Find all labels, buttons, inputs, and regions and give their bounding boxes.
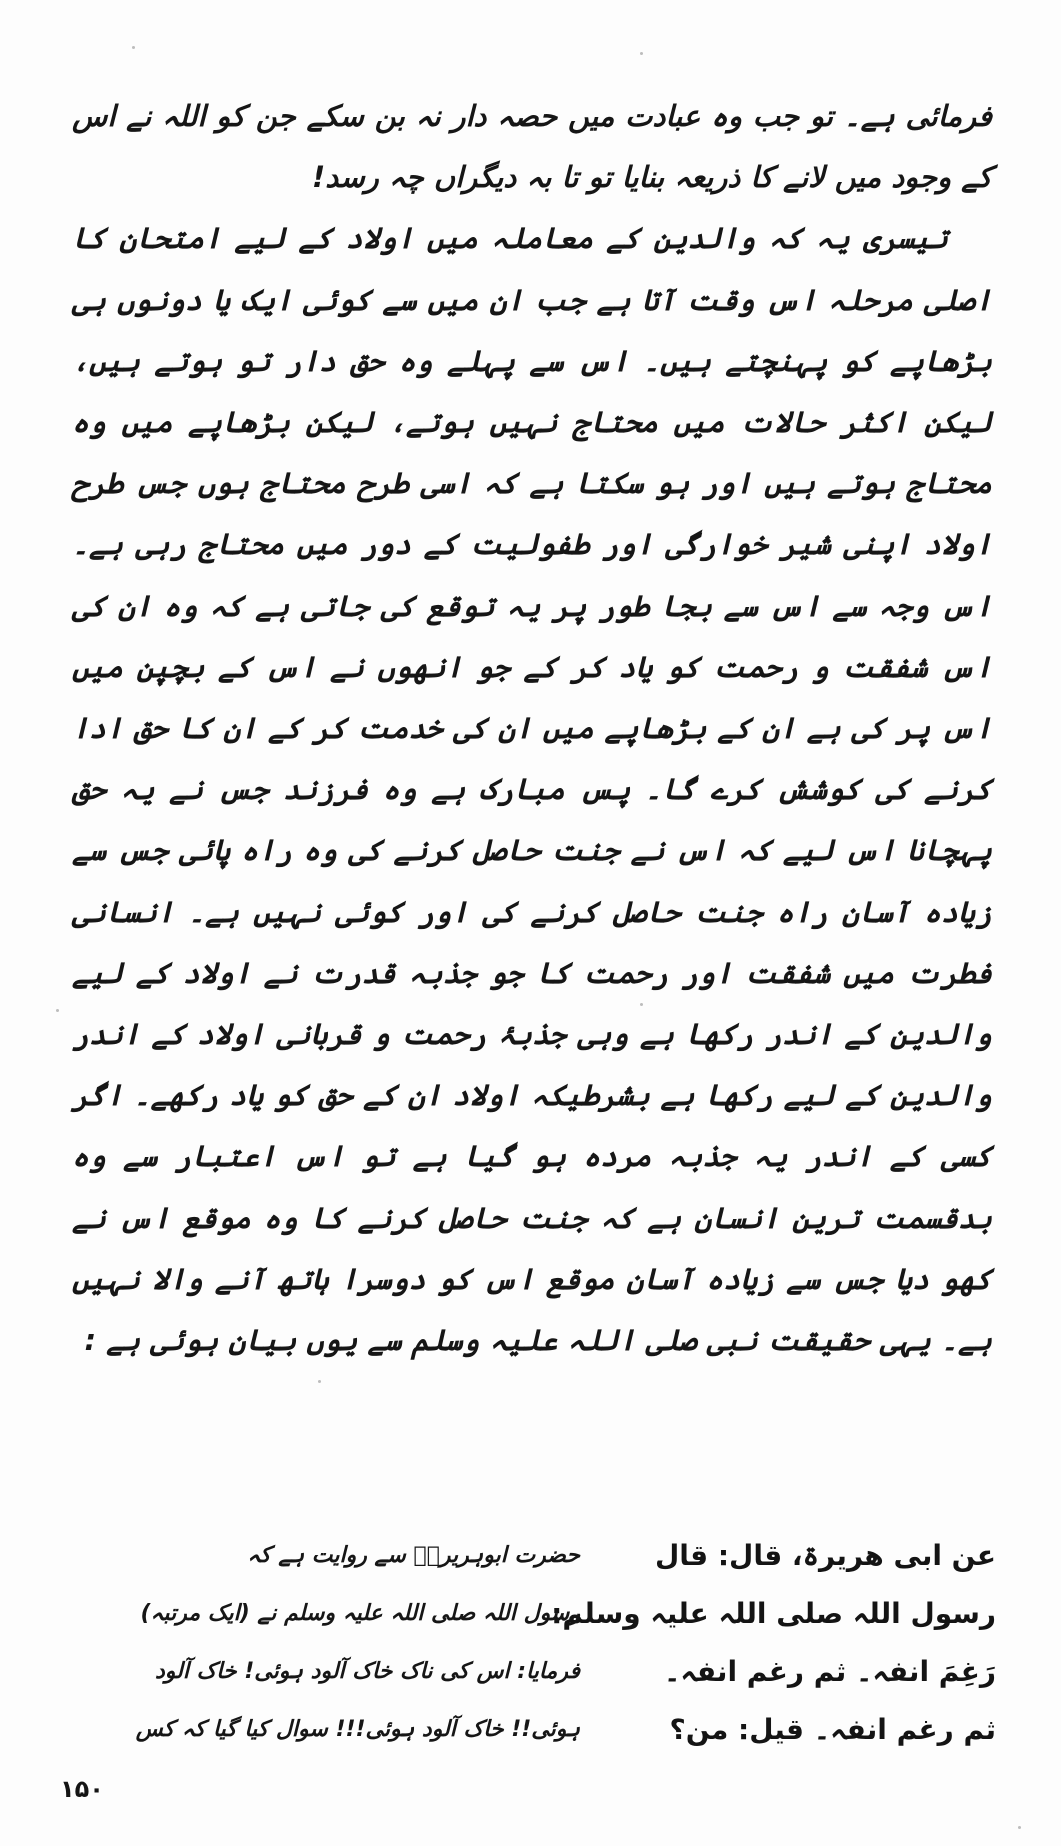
page-number: ۱۵۰ [60,1775,104,1803]
paragraph-continuation: فرمائی ہے۔ تو جب وہ عبادت میں حصہ دار نہ بن سکے جن کو اللہ نے اس کے وجود میں لانے کا ذریعہ بنایا تو تا بہ دیگراں چہ رسد! [72,99,992,195]
hadith-arabic-line: عن ابی ھریرۃ، قال: قال [654,1539,996,1572]
hadith-row [140,1585,996,1643]
hadith-urdu-translation-line: حضرت ابوہریرہؓ سے روایت ہے کہ [247,1543,580,1568]
hadith-arabic-line: رسول اللہ صلی اللہ علیہ وسلم: [551,1597,996,1630]
hadith-row [135,1701,996,1759]
hadith-row [154,1643,996,1701]
hadith-urdu-translation-line: رسول اللہ صلی اللہ علیہ وسلم نے (ایک مرتبہ) [140,1601,580,1626]
hadith-urdu-translation-line: ہوئی!! خاک آلود ہوئی!!! سوال کیا گیا کہ کس [135,1717,580,1742]
hadith-block [135,1527,996,1759]
paragraph-third-point: تیسری یہ کہ والدین کے معاملہ میں اولاد کے لیے امتحان کا اصلی مرحلہ اس وقت آتا ہے جب ان میں سے کوئی ایک یا دونوں ہی بڑھاپے کو پہنچتے ہیں۔ اس سے پہلے وہ حق دار تو ہوتے ہیں، لیکن اکثر حالات میں محتاج نہیں ہوتے، لیکن بڑھاپے میں وہ محتاج ہوتے ہیں اور ہو سکتا ہے کہ اسی طرح محتاج ہوں جس طرح اولاد اپنی شیر خوارگی اور طفولیت کے دور میں محتاج رہی ہے۔ اس وجہ سے اس سے بجا طور پر یہ توقع کی جاتی ہے کہ وہ ان کی اس شفقت و رحمت کو یاد کر کے جو انھوں نے اس کے بچپن میں اس پر کی ہے ان کے بڑھاپے میں ان کی خدمت کر کے ان کا حق ادا کرنے کی کوشش کرے گا۔ پس مبارک ہے وہ فرزند جس نے یہ حق پہچانا اس لیے کہ اس نے جنت حاصل کرنے کی وہ راہ پائی جس سے زیادہ آسان راہ جنت حاصل کرنے کی اور کوئی نہیں ہے۔ انسانی فطرت میں شفقت اور رحمت کا جو جذبہ قدرت نے اولاد کے لیے والدین کے اندر رکھا ہے وہی جذبۂ رحمت و قربانی اولاد کے اندر والدین کے لیے رکھا ہے بشرطیکہ اولاد ان کے حق کو یاد رکھے۔ اگر کسی کے اندر یہ جذبہ مردہ ہو گیا ہے تو اس اعتبار سے وہ بدقسمت ترین انسان ہے کہ جنت حاصل کرنے کا وہ موقع اس نے کھو دیا جس سے زیادہ آسان موقع اس کو دوسرا ہاتھ آنے والا نہیں ہے۔ یہی حقیقت نبی صلی اللہ علیہ وسلم سے یوں بیان ہوئی ہے : [72,221,992,1358]
body-text [72,86,992,1371]
hadith-arabic-line: ثم رغم انفہ۔ قیل: من؟ [669,1713,996,1746]
hadith-urdu-translation-line: فرمایا: اس کی ناک خاک آلود ہوئی! خاک آلود [154,1659,580,1684]
hadith-arabic-line: رَغِمَ انفہ۔ ثم رغم انفہ۔ [663,1655,996,1688]
hadith-row [200,1527,996,1585]
